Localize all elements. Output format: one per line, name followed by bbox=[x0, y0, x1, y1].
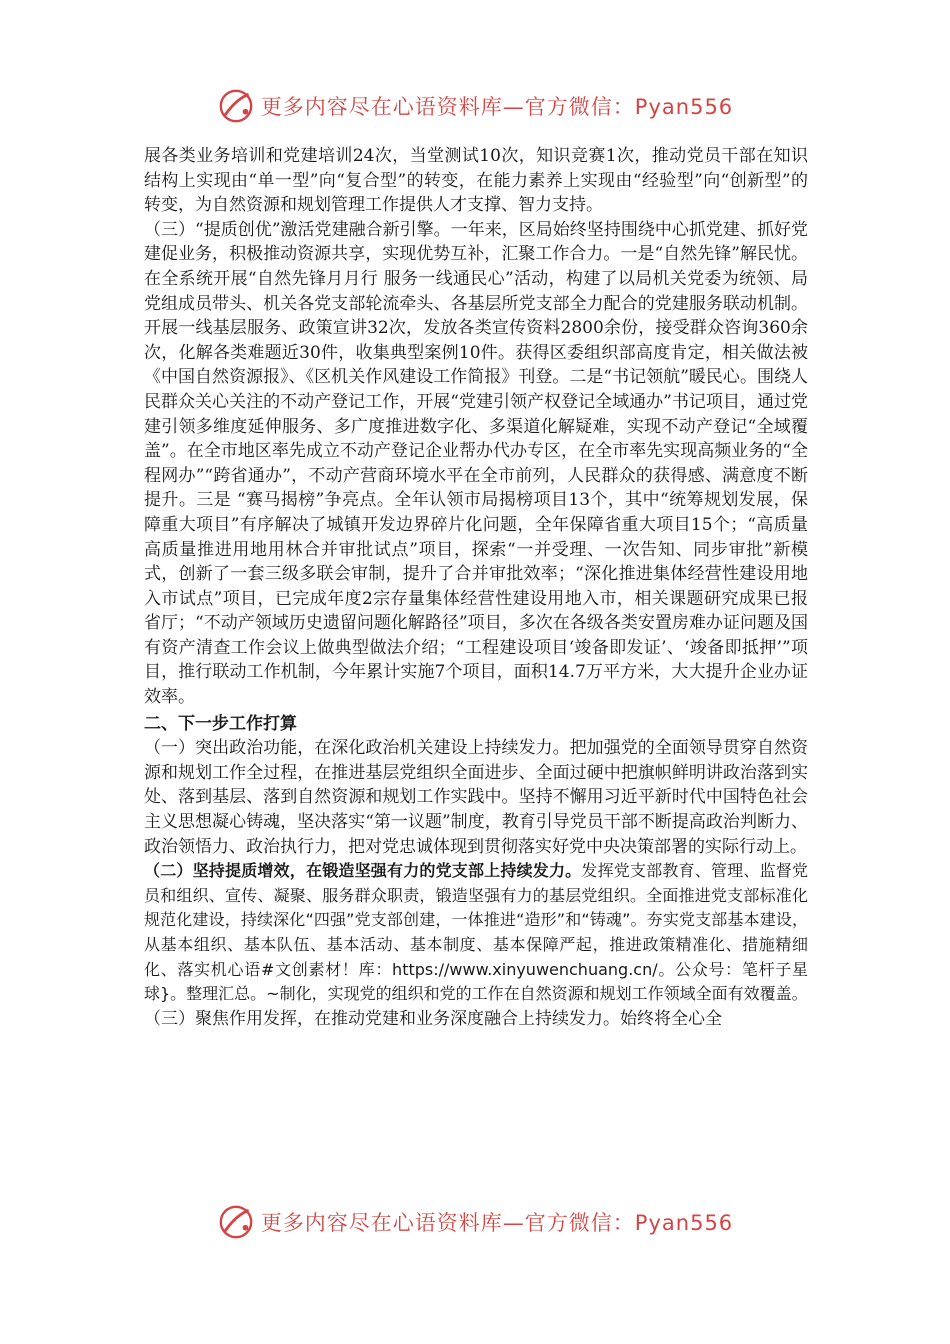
watermark-text: 更多内容尽在心语资料库—官方微信：Pyan556 bbox=[260, 95, 734, 119]
watermark-header bbox=[0, 84, 950, 128]
watermark-text: 更多内容尽在心语资料库—官方微信：Pyan556 bbox=[260, 1211, 734, 1235]
section-heading-next-steps: 二、下一步工作打算 bbox=[144, 713, 297, 734]
paragraph-integration: （三）聚焦作用发挥，在推动党建和业务深度融合上持续发力。始终将全心全 bbox=[144, 1008, 722, 1029]
paragraph-training: 展各类业务培训和党建培训24次，当堂测试10次，知识竞赛1次，推动党员干部在知识结构上实现由“单一型”向“复合型”的转变，在能力素养上实现由“经验型”向“创新型”的转变，为自然资源和规划管理工作提供人才支撑、智力支持。 bbox=[144, 146, 808, 216]
pen-logo-icon bbox=[217, 1203, 255, 1241]
watermark-footer bbox=[0, 1200, 950, 1244]
paragraph-political-function: （一）突出政治功能，在深化政治机关建设上持续发力。把加强党的全面领导贯穿自然资源和规划工作全过程，在推进基层党组织全面进步、全面过硬中把旗帜鲜明讲政治落到实处、落到基层、落到自然资源和规划工作实践中。坚持不懈用习近平新时代中国特色社会主义思想凝心铸魂，坚决落实“第一议题”制度，教育引导党员干部不断提高政治判断力、政治领悟力、政治执行力，把对党忠诚体现到贯彻落实好党中央决策部署的实际行动上。 bbox=[144, 738, 808, 857]
paragraph-quality-efficiency bbox=[144, 859, 808, 1007]
document-body bbox=[144, 144, 808, 1031]
paragraph-lead: （二）坚持提质增效，在锻造坚强有力的党支部上持续发力。 bbox=[144, 861, 582, 881]
paragraph-rest: 发挥党支部教育、管理、监督党员和组织、宣传、凝聚、服务群众职责，锻造坚强有力的基层党组织。全面推进党支部标准化规范化建设，持续深化“四强”党支部创建，一体推进“造形”和“铸魂”。夯实党支部基本建设，从基本组织、基本队伍、基本活动、基本制度、基本保障严起，推进政策精准化、措施精细化、落实机心语#文创素材！库：https://www.xinyuwenchuang.cn/。公众号：笔杆子星球}。整理汇总。~制化，实现党的组织和党的工作在自然资源和规划工作领域全面有效覆盖。 bbox=[144, 861, 808, 1004]
pen-logo-icon bbox=[217, 87, 255, 125]
paragraph-section-three: （三）“提质创优”激活党建融合新引擎。一年来，区局始终坚持围绕中心抓党建、抓好党建促业务，积极推动资源共享，实现优势互补，汇聚工作合力。一是“自然先锋”解民忧。在全系统开展“自然先锋月月行 服务一线通民心”活动，构建了以局机关党委为统领、局党组成员带头、机关各党支部轮流牵头、各基层所党支部全力配合的党建服务联动机制。开展一线基层服务、政策宣讲32次，发放各类宣传资料2800余份，接受群众咨询360余次，化解各类难题近30件，收集典型案例10件。获得区委组织部高度肯定，相关做法被《中国自然资源报》、《区机关作风建设工作简报》刊登。二是“书记领航”暖民心。围绕人民群众关心关注的不动产登记工作，开展“党建引领产权登记全域通办”书记项目，通过党建引领多维度延伸服务、多广度推进数字化、多渠道化解疑难，实现不动产登记“全域覆盖”。在全市地区率先成立不动产登记企业帮办代办专区，在全市率先实现高频业务的“全程网办”“跨省通办”，不动产营商环境水平在全市前列，人民群众的获得感、满意度不断提升。三是 “赛马揭榜”争亮点。全年认领市局揭榜项目13个，其中“统筹规划发展，保障重大项目”有序解决了城镇开发边界碎片化问题，全年保障省重大项目15个；“高质量高质量推进用地用林合并审批试点”项目，探索“一并受理、一次告知、同步审批”新模式，创新了一套三级多联会审制，提升了合并审批效率；“深化推进集体经营性建设用地入市试点”项目，已完成年度2宗存量集体经营性建设用地入市，相关课题研究成果已报省厅；“不动产领域历史遗留问题化解路径”项目，多次在各级各类安置房难办证问题及国有资产清查工作会议上做典型做法介绍；“工程建设项目‘竣备即发证’、‘竣备即抵押’”项目，推行联动工作机制，今年累计实施7个项目，面积14.7万平方米，大大提升企业办证效率。 bbox=[144, 219, 808, 708]
